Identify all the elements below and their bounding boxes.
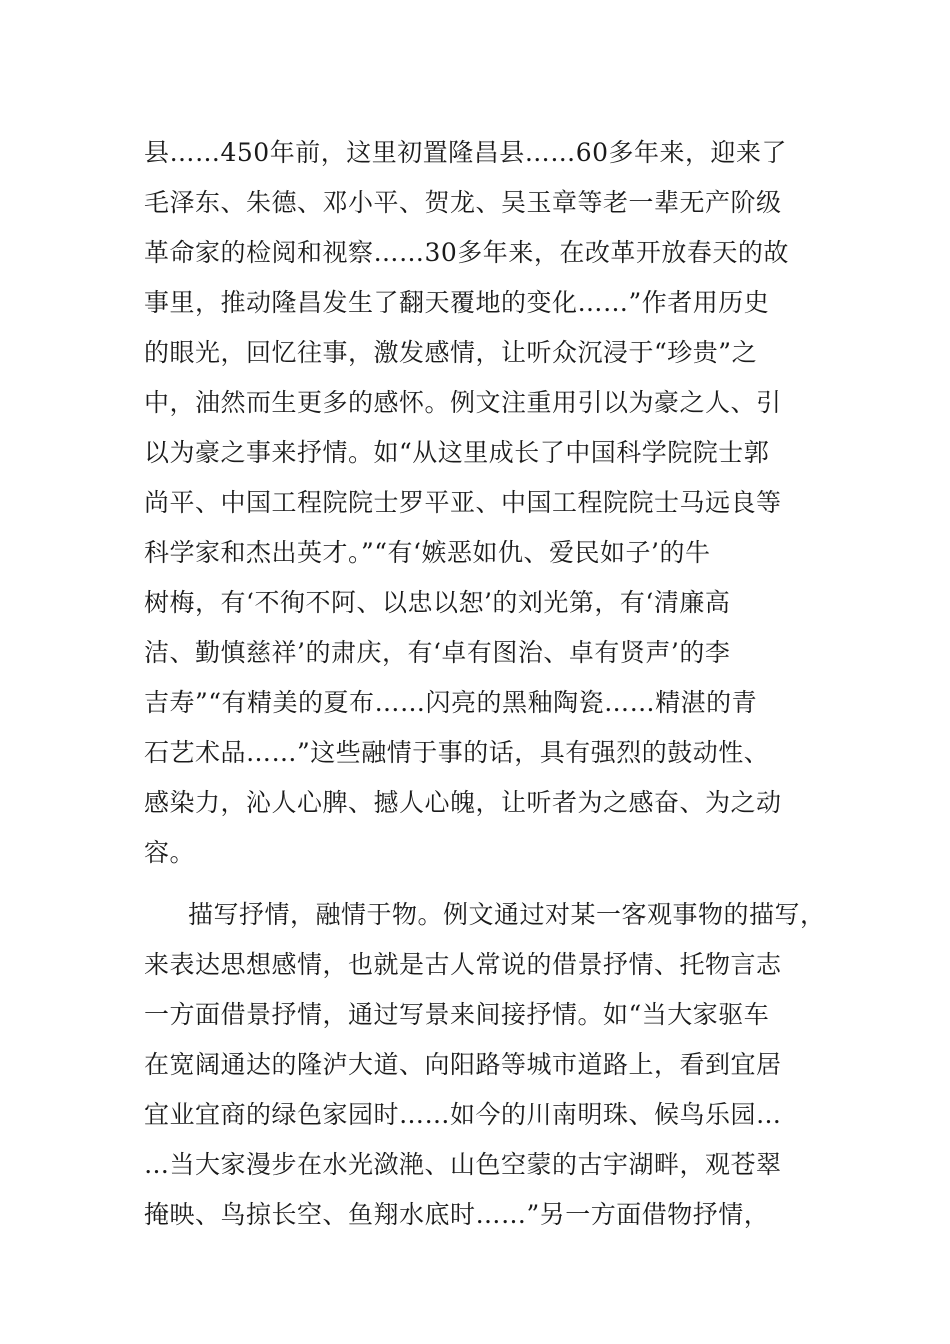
- text-line: 事里，推动隆昌发生了翻天覆地的变化……”作者用历史: [144, 288, 770, 317]
- text-line: 宜业宜商的绿色家园时……如今的川南明珠、候鸟乐园…: [144, 1100, 782, 1129]
- paragraph-2: [144, 890, 824, 1240]
- text-line: 吉寿”“有精美的夏布……闪亮的黑釉陶瓷……精湛的青: [144, 688, 758, 717]
- text-line: 尚平、中国工程院院士罗平亚、中国工程院院士马远良等: [144, 488, 782, 517]
- text-line: 中，油然而生更多的感怀。例文注重用引以为豪之人、引: [144, 388, 782, 417]
- text-line: 石艺术品……”这些融情于事的话，具有强烈的鼓动性、: [144, 738, 770, 767]
- paragraph-1: [144, 128, 824, 878]
- paragraph-spacer: [144, 878, 824, 890]
- text-line: 掩映、鸟掠长空、鱼翔水底时……”另一方面借物抒情，: [144, 1200, 770, 1229]
- text-line: 革命家的检阅和视察……30多年来，在改革开放春天的故: [144, 238, 789, 267]
- text-line: 县……450年前，这里初置隆昌县……60多年来，迎来了: [144, 138, 788, 167]
- text-line: …当大家漫步在水光潋滟、山色空蒙的古宇湖畔，观苍翠: [144, 1150, 782, 1179]
- text-line: 的眼光，回忆往事，激发感情，让听众沉浸于“珍贵”之: [144, 338, 758, 367]
- text-line-first: 描写抒情，融情于物。例文通过对某一客观事物的描写，: [188, 900, 826, 929]
- text-line: 在宽阔通达的隆泸大道、向阳路等城市道路上，看到宜居: [144, 1050, 782, 1079]
- text-line: 科学家和杰出英才。”“有‘嫉恶如仇、爱民如子’的牛: [144, 538, 711, 567]
- text-line: 容。: [144, 838, 196, 867]
- body-text: [144, 128, 824, 1240]
- text-line: 感染力，沁人心脾、撼人心魄，让听者为之感奋、为之动: [144, 788, 782, 817]
- text-line: 洁、勤慎慈祥’的肃庆，有‘卓有图治、卓有贤声’的李: [144, 638, 731, 667]
- text-line: 树梅，有‘不徇不阿、以忠以恕’的刘光第，有‘清廉高: [144, 588, 731, 617]
- text-line: 一方面借景抒情，通过写景来间接抒情。如“当大家驱车: [144, 1000, 770, 1029]
- text-line: 毛泽东、朱德、邓小平、贺龙、吴玉章等老一辈无产阶级: [144, 188, 782, 217]
- text-line: 以为豪之事来抒情。如“从这里成长了中国科学院院士郭: [144, 438, 770, 467]
- text-line: 来表达思想感情，也就是古人常说的借景抒情、托物言志: [144, 950, 782, 979]
